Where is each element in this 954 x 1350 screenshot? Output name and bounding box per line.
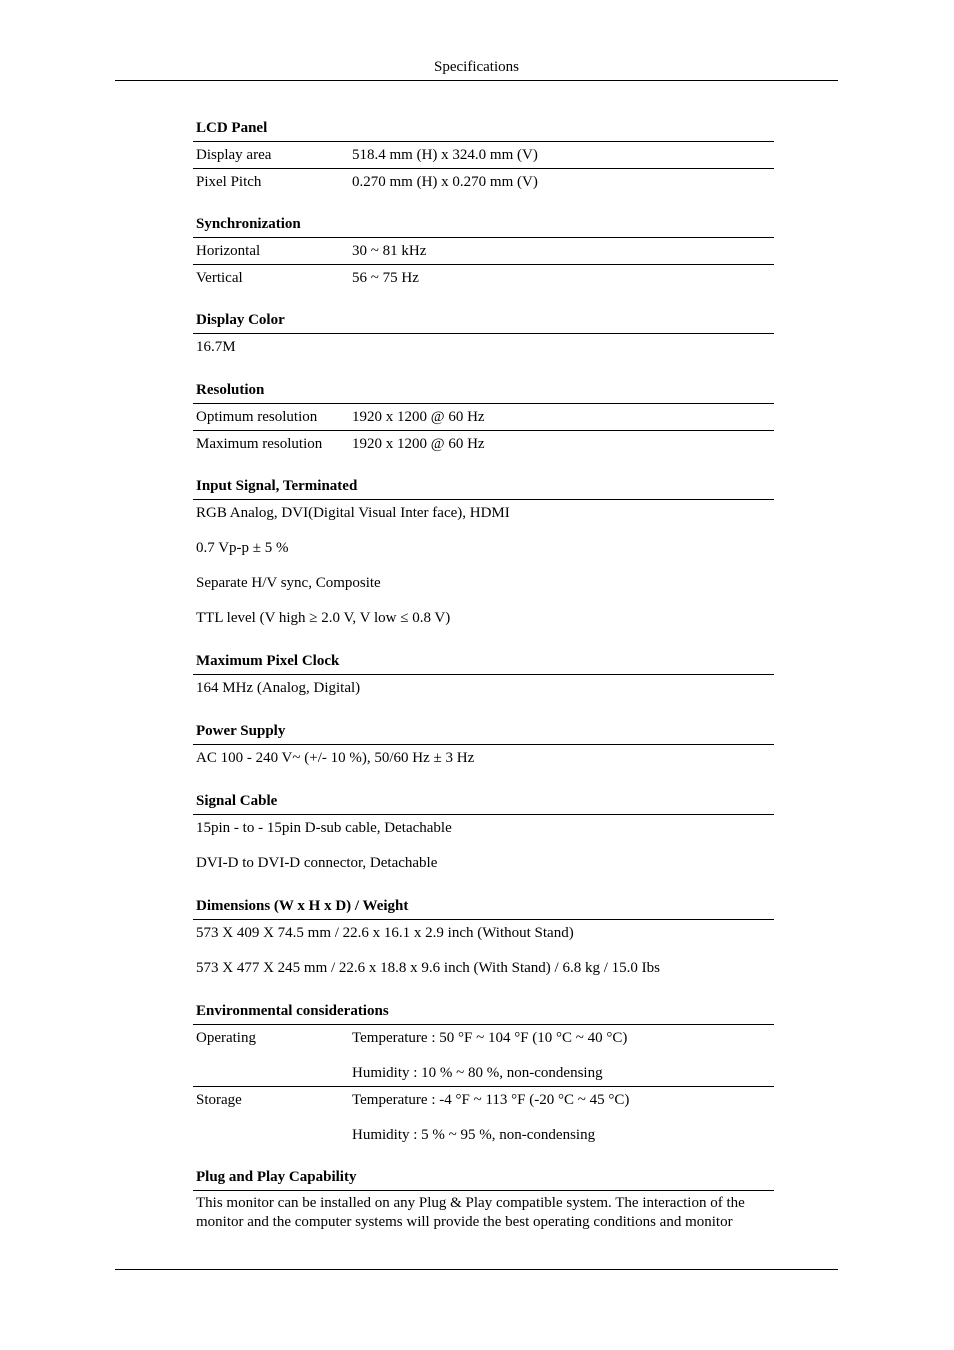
spec-line: 0.7 Vp-p ± 5 % — [196, 540, 289, 556]
spec-key: Storage — [196, 1092, 242, 1108]
section-title: LCD Panel — [193, 116, 774, 142]
spec-line: Separate H/V sync, Composite — [196, 575, 381, 591]
spec-key: Maximum resolution — [196, 436, 323, 452]
spec-value — [352, 1087, 774, 1148]
spec-value: 1920 x 1200 @ 60 Hz — [352, 409, 485, 425]
spec-value — [352, 1025, 774, 1086]
temperature-value: Temperature : 50 °F ~ 104 °F (10 °C ~ 40 °C) — [352, 1030, 628, 1046]
temperature-value: Temperature : -4 °F ~ 113 °F (-20 °C ~ 45 °C) — [352, 1092, 630, 1108]
spec-line: 573 X 409 X 74.5 mm / 22.6 x 16.1 x 2.9 inch (Without Stand) — [196, 925, 574, 941]
spec-line: 164 MHz (Analog, Digital) — [196, 680, 361, 696]
spec-line: DVI-D to DVI-D connector, Detachable — [196, 855, 438, 871]
section-synchronization — [193, 212, 774, 291]
spec-key: Display area — [196, 147, 272, 163]
spec-row — [193, 1087, 774, 1148]
spec-line: 16.7M — [196, 339, 236, 355]
spec-row — [193, 431, 774, 457]
section-title: Synchronization — [193, 212, 774, 238]
spec-key: Vertical — [196, 270, 243, 286]
spec-line: 573 X 477 X 245 mm / 22.6 x 18.8 x 9.6 inch (With Stand) / 6.8 kg / 15.0 Ibs — [196, 960, 660, 976]
section-dimensions — [193, 894, 774, 981]
spec-row — [193, 169, 774, 195]
humidity-value: Humidity : 5 % ~ 95 %, non-condensing — [352, 1127, 596, 1143]
section-plug-and-play — [193, 1165, 774, 1232]
spec-row — [193, 1025, 774, 1087]
spec-row — [193, 265, 774, 291]
section-signal-cable — [193, 789, 774, 876]
spec-key: Pixel Pitch — [196, 174, 262, 190]
section-input-signal — [193, 474, 774, 631]
section-title: Power Supply — [193, 719, 774, 745]
spec-row — [193, 404, 774, 431]
humidity-value: Humidity : 10 % ~ 80 %, non-condensing — [352, 1065, 603, 1081]
spec-value: 518.4 mm (H) x 324.0 mm (V) — [352, 147, 538, 163]
section-title: Environmental considerations — [193, 999, 774, 1025]
spec-value: 1920 x 1200 @ 60 Hz — [352, 436, 485, 452]
section-title: Display Color — [193, 308, 774, 334]
spec-key: Optimum resolution — [196, 409, 318, 425]
page-header — [115, 57, 838, 81]
spec-value: 30 ~ 81 kHz — [352, 243, 427, 259]
section-title: Dimensions (W x H x D) / Weight — [193, 894, 774, 920]
spec-line: 15pin - to - 15pin D-sub cable, Detachable — [196, 820, 452, 836]
section-resolution — [193, 378, 774, 457]
section-lcd-panel — [193, 116, 774, 195]
section-display-color — [193, 308, 774, 360]
section-title: Signal Cable — [193, 789, 774, 815]
spec-value: 56 ~ 75 Hz — [352, 270, 419, 286]
section-title: Maximum Pixel Clock — [193, 649, 774, 675]
spec-key: Operating — [196, 1030, 256, 1046]
spec-row — [193, 142, 774, 169]
spec-line: TTL level (V high ≥ 2.0 V, V low ≤ 0.8 V) — [196, 610, 451, 626]
page-header-title: Specifications — [434, 59, 519, 75]
spec-value: 0.270 mm (H) x 0.270 mm (V) — [352, 174, 538, 190]
section-environmental — [193, 999, 774, 1148]
section-pixel-clock — [193, 649, 774, 701]
spec-line: AC 100 - 240 V~ (+/- 10 %), 50/60 Hz ± 3 Hz — [196, 750, 475, 766]
section-power-supply — [193, 719, 774, 771]
section-title: Plug and Play Capability — [193, 1165, 774, 1191]
section-title: Resolution — [193, 378, 774, 404]
spec-line: RGB Analog, DVI(Digital Visual Inter face), HDMI — [196, 505, 510, 521]
spec-paragraph: This monitor can be installed on any Plug & Play compatible system. The interaction of the monitor and the computer systems will provide the best operating conditions and monitor — [196, 1195, 745, 1230]
spec-row — [193, 238, 774, 265]
footer-rule — [115, 1269, 838, 1270]
section-title: Input Signal, Terminated — [193, 474, 774, 500]
spec-key: Horizontal — [196, 243, 261, 259]
